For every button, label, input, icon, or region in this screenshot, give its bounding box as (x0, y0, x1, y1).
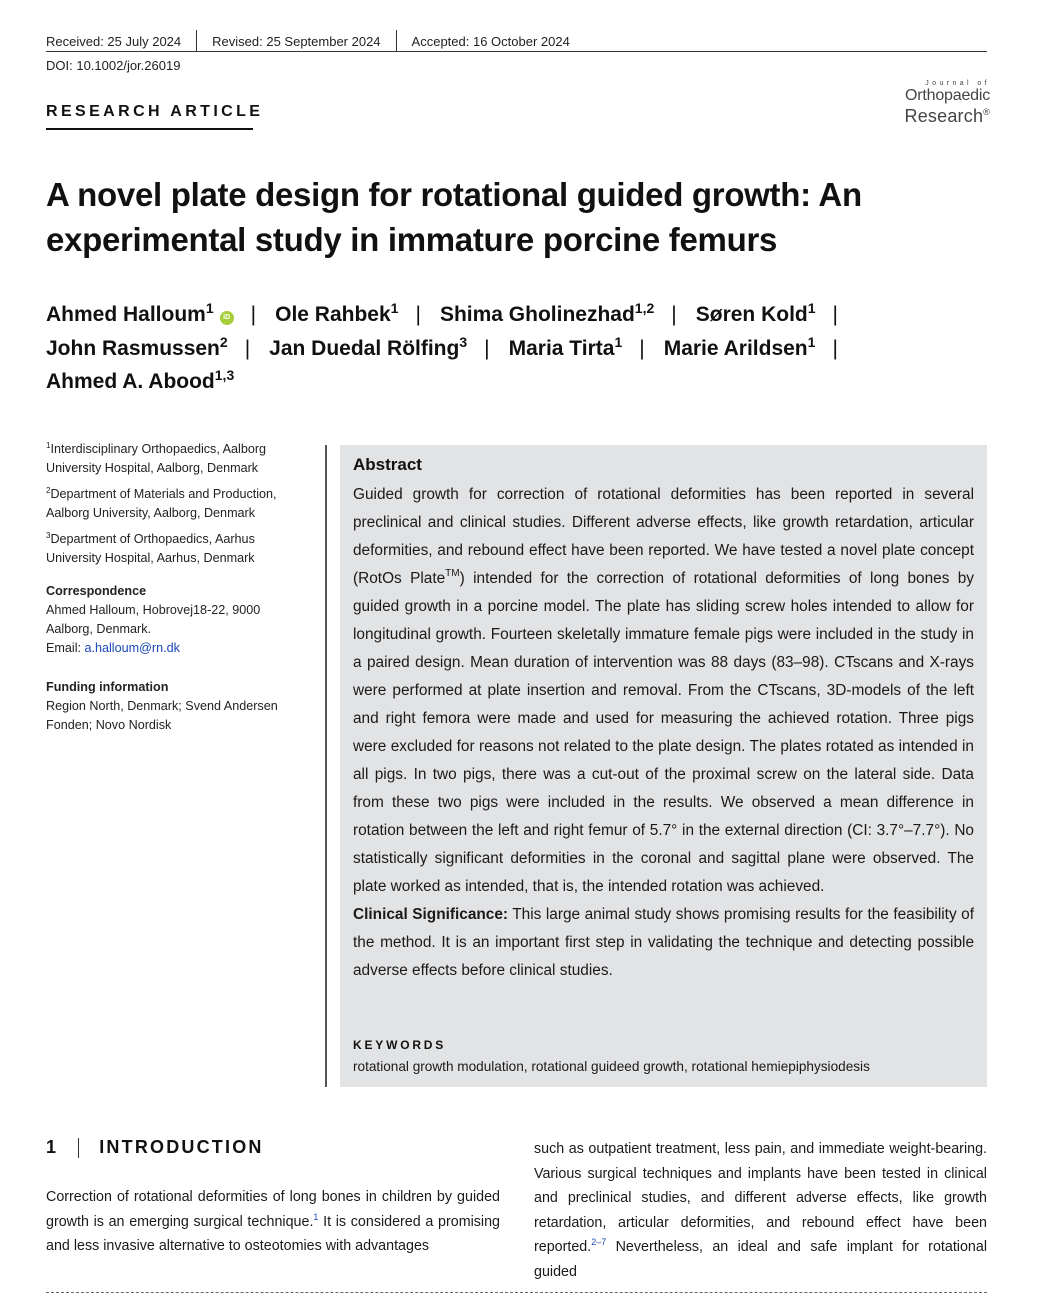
author-separator: | (484, 336, 490, 360)
correspondence: Ahmed Halloum, Hobrovej18-22, 9000 Aalborg, Denmark. Email: a.halloum@rn.dk (46, 603, 261, 655)
author[interactable]: Shima Gholinezhad$^{1,2}$ (439, 300, 655, 326)
email-link[interactable]: a.halloum@rn.dk (84, 641, 180, 655)
intro-column-left: Correction of rotational deformities of long bones in children by guided growth is an emerging surgical technique.$^1$ It is considered a promising and less invasive alternative to osteotomies with advantages (46, 1189, 501, 1254)
article-title: A novel plate design for rotational guided growth: An experimental study in immature porcine femurs (46, 176, 862, 258)
publication-dates (46, 30, 570, 52)
author[interactable]: Marie Arildsen$^1$ (663, 333, 816, 360)
keywords-heading: KEYWORDS (353, 1038, 447, 1052)
author[interactable]: Søren Kold$^1$ (695, 300, 816, 326)
trademark: TM (445, 568, 460, 579)
author-separator: | (832, 336, 838, 360)
logo-line-1: Journal of (925, 80, 990, 87)
funding-text: Region North, Denmark; Svend Andersen Fonden; Novo Nordisk (46, 699, 278, 732)
author[interactable]: Ole Rahbek$^1$ (275, 300, 399, 326)
author[interactable]: John Rasmussen$^2$ (46, 333, 228, 360)
author[interactable]: Ahmed A. Abood$^{1,3}$ (46, 367, 235, 393)
affiliation: $^3$Department of Orthopaedics, Aarhus University Hospital, Aarhus, Denmark (46, 531, 255, 565)
doi[interactable]: DOI: 10.1002/jor.26019 (46, 58, 181, 73)
registered-mark: ® (983, 107, 990, 117)
abstract-text: Guided growth for correction of rotational deformities has been reported in several preclinical and clinical studies. Different adverse effects, like growth retardation, articular deformities, and rebound effect have been reported. We have tested a novel plate concept (RotOs Plate™) intended for the correction of rotational deformities of long bones by guided growth in a porcine model. The plate has sliding screw holes intended to allow for longitudinal growth. Fourteen skeletally immature female pigs were included in the study in a paired design. Mean duration of intervention was 88 days (83–98). CTscans and X-rays were performed at plate insertion and removal. From the CTscans, 3D-models of the left and right femora were made and used for measuring the achieved rotation. Three pigs were excluded for reasons not related to the plate design. The plates rotated as intended in all pigs. In two pigs, there was a cut-out of the proximal screw on the lateral side. Data from these two pigs were included in the results. We observed a mean difference in rotation between the left and right femur of 5.7° in the external direction (CI: 3.7°–7.7°). No statistically significant deformities in the coronal and sagittal plane were observed. The plate worked as intended, that is, the intended rotation was achieved. Clinical Significance: This large animal study shows promising results for the feasibility of the method. It is an important first step in validating the technique and detecting possible adverse effects before clinical studies. (353, 486, 974, 979)
citation-link[interactable]: 2–7 (591, 1237, 607, 1247)
section-number: 1 (46, 1137, 59, 1157)
clinical-significance-label: Clinical Significance: (353, 906, 509, 923)
logo-line-2: Orthopaedic (905, 87, 990, 104)
revised-date: Revised: 25 September 2024 (212, 33, 381, 49)
citation-link[interactable]: 1 (313, 1211, 319, 1222)
article-type: RESEARCH ARTICLE (46, 103, 264, 120)
funding-heading: Funding information (46, 680, 169, 694)
author-separator: | (832, 303, 839, 326)
article-type-underline (46, 128, 253, 130)
author-separator: | (250, 303, 257, 326)
affiliations-column (46, 440, 306, 742)
affiliation: $^2$Department of Materials and Production, Aalborg University, Aalborg, Denmark (46, 486, 277, 520)
intro-column-right: such as outpatient treatment, less pain, and immediate weight-bearing. Various surgical techniques and implants have been tested in clinical and preclinical studies, and different adverse effects, like growth retardation, articular deformities, and rebound effect have been reported.$^{2-7}$ Nevertheless, an ideal and safe implant for rotational guided (534, 1141, 987, 1280)
column-divider (325, 445, 327, 1087)
journal-logo (870, 80, 990, 125)
keywords: rotational growth modulation, rotational guideed growth, rotational hemiepiphysiodesis (353, 1059, 870, 1074)
abstract-heading: Abstract (353, 455, 422, 474)
logo-line-3: Research (904, 106, 984, 126)
accepted-date: Accepted: 16 October 2024 (411, 33, 570, 49)
affiliation: $^1$Interdisciplinary Orthopaedics, Aalborg University Hospital, Aalborg, Denmark (46, 441, 267, 475)
footnote-rule (46, 1292, 987, 1293)
section-heading (46, 1137, 264, 1158)
section-divider (78, 1138, 79, 1158)
author-separator: | (415, 303, 421, 326)
author-list (46, 298, 991, 399)
author[interactable]: Maria Tirta$^1$ (508, 333, 623, 360)
author-separator: | (244, 336, 251, 360)
header-rule (46, 51, 987, 52)
section-title: INTRODUCTION (99, 1137, 264, 1157)
date-divider (396, 30, 397, 52)
author-separator: | (671, 303, 677, 326)
received-date: Received: 25 July 2024 (46, 33, 182, 49)
orcid-icon[interactable]: iD (220, 311, 234, 325)
correspondence-heading: Correspondence (46, 584, 147, 598)
author-separator: | (639, 336, 645, 360)
date-divider (196, 30, 197, 52)
author[interactable]: Jan Duedal Rölfing$^3$ (269, 333, 468, 360)
author[interactable]: Ahmed Halloum$^1$ (46, 300, 214, 326)
